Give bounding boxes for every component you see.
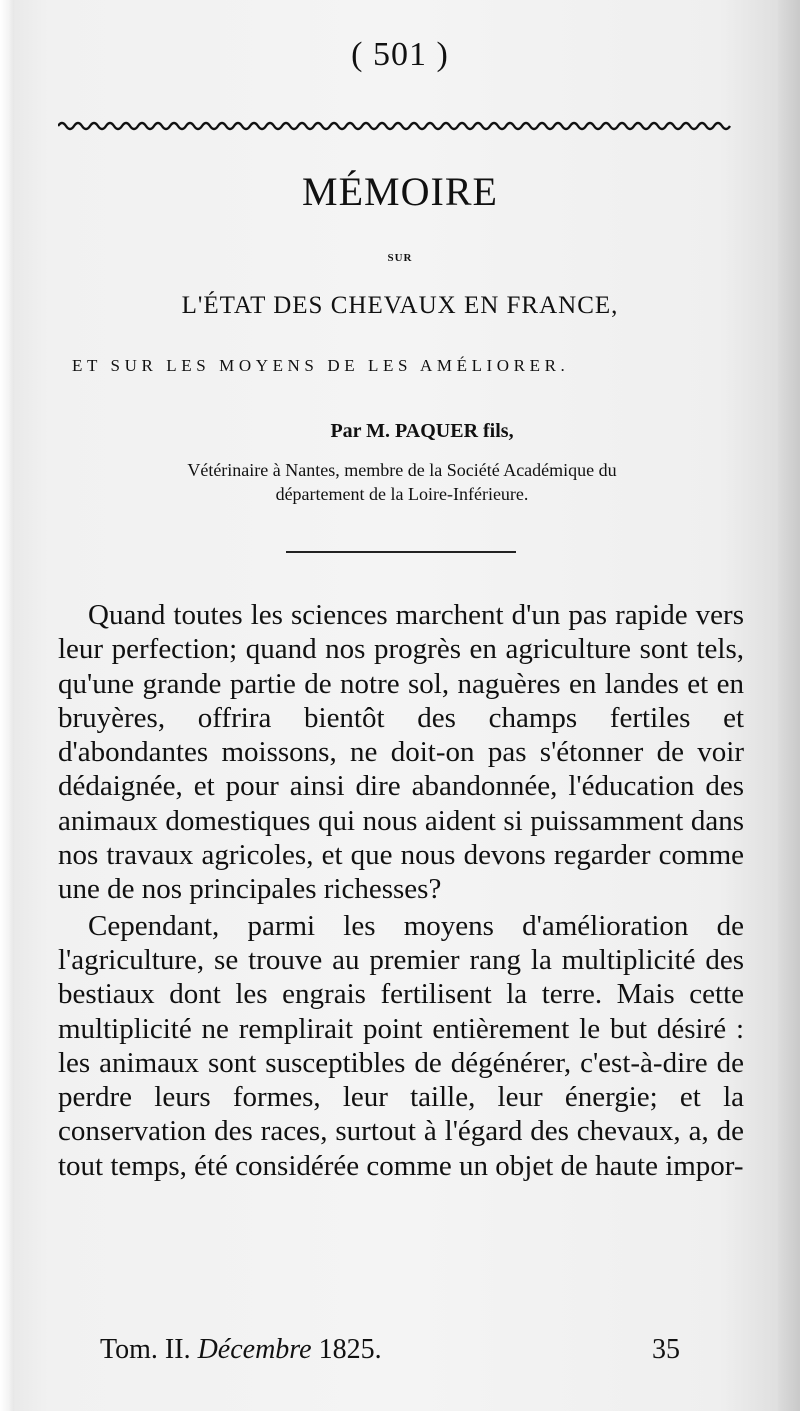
author-affiliation (62, 458, 742, 506)
body-text (58, 598, 744, 1183)
footer-year: 1825. (318, 1334, 382, 1365)
footer-month: Décembre (197, 1334, 312, 1365)
subtitle-line-1: L'ÉTAT DES CHEVAUX EN FRANCE, (181, 292, 619, 319)
affiliation-line-2: département de la Loire-Inférieure. (275, 484, 529, 504)
author-line: Par M. PAQUER fils, (330, 420, 514, 442)
affiliation-line-1: Vétérinaire à Nantes, membre de la Société Académique du (187, 460, 617, 480)
section-divider (286, 551, 516, 553)
footer-issue (100, 1334, 382, 1366)
memoir-title: MÉMOIRE (302, 169, 498, 214)
title-connector: SUR (387, 252, 413, 264)
paragraph: Cependant, parmi les moyens d'amélioration de l'agriculture, se trouve au premier rang la multiplicité des bestiaux dont les engrais fertilisent la terre. Mais cette multiplicité ne remplirait point entièrement le but désiré : les animaux sont susceptibles de dégénérer, c'est-à-dire de perdre leurs formes, leur taille, leur énergie; et la conservation des races, surtout à l'égard des chevaux, a, de tout temps, été considérée comme un objet de haute impor- (58, 909, 744, 1182)
subtitle-line-2: ET SUR LES MOYENS DE LES AMÉLIORER. (72, 356, 570, 375)
decorative-rule-ornament (58, 118, 734, 134)
page-number: ( 501 ) (351, 36, 449, 73)
footer-signature: 35 (652, 1334, 680, 1365)
footer-tome: Tom. II. (100, 1334, 191, 1365)
paragraph: Quand toutes les sciences marchent d'un pas rapide vers leur perfection; quand nos progrès en agriculture sont tels, qu'une grande partie de notre sol, naguères en landes et en bruyères, offrira bientôt des champs fertiles et d'abondantes moissons, ne doit-on pas s'étonner de voir dédaignée, et pour ainsi dire abandonnée, l'éducation des animaux domestiques qui nous aident si puissamment dans nos travaux agricoles, et que nous devons regarder comme une de nos principales richesses? (58, 599, 744, 906)
